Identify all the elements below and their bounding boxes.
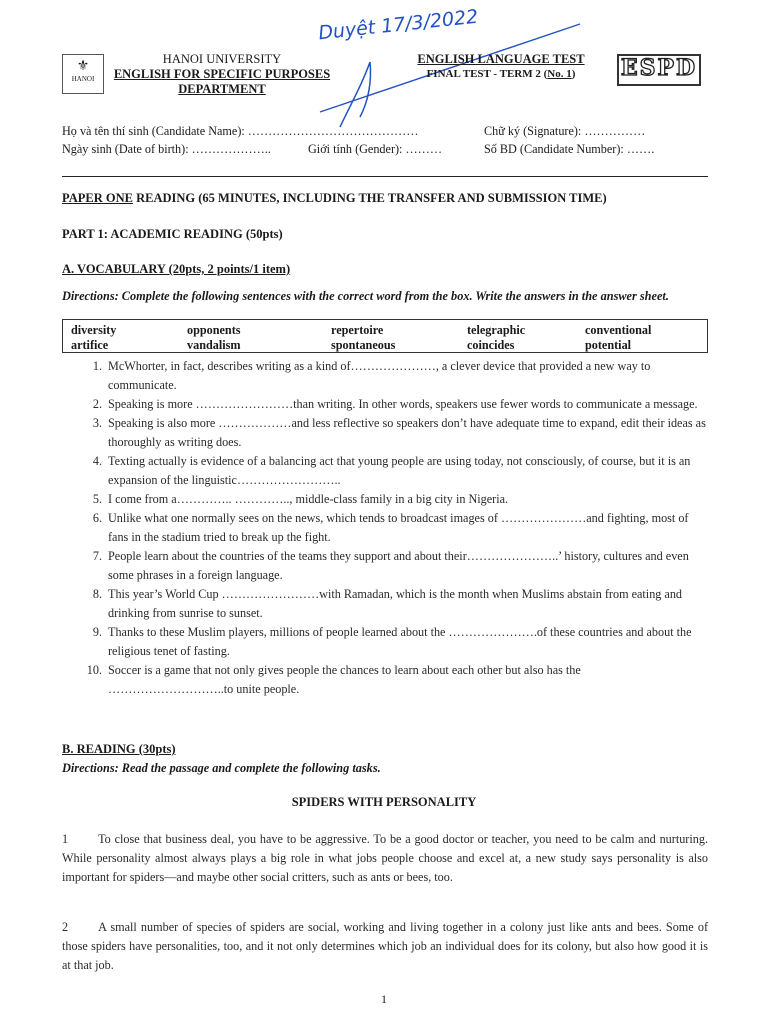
passage-paragraph [62, 918, 708, 975]
reading-directions: Directions: Read the passage and complete the following tasks. [62, 761, 381, 775]
vocabulary-heading: A. VOCABULARY (20pts, 2 points/1 item) [62, 262, 291, 276]
word-box-item: vandalism [187, 338, 241, 352]
header-divider [62, 176, 708, 177]
question-item: 5. I come from a………….. ………….., middle-class family in a big city in Nigeria. [92, 492, 509, 506]
word-box-item: diversity [71, 323, 117, 337]
test-title: ENGLISH LANGUAGE TEST [417, 52, 585, 66]
question-item: 3. Speaking is also more ………………and less reflective so speakers don’t have adequate time to expand, edit their ideas as thoroughly as writing does. [92, 416, 706, 449]
vocabulary-questions [84, 357, 708, 699]
vocabulary-directions: Directions: Complete the following sentences with the correct word from the box. Write the answers in the answer sheet. [62, 289, 669, 303]
candidate-name-field: Họ và tên thí sinh (Candidate Name): …………………………………… [62, 124, 419, 138]
part-one-heading: PART 1: ACADEMIC READING (50pts) [62, 227, 283, 241]
passage-title: SPIDERS WITH PERSONALITY [291, 795, 477, 809]
logo-text: HANOI [71, 75, 95, 83]
paragraph-text: To close that business deal, you have to be aggressive. To be a good doctor or teacher, you need to be calm and nurturing. While personality almost always plays a big role in what jobs people choose and excel at, a new study says personality is also important for spiders—and maybe other social critters, such as ants or bees, too. [62, 832, 708, 884]
question-item: 6. Unlike what one normally sees on the news, which tends to broadcast images of …………………and fighting, most of fans in the stadium tried to break up the fight. [92, 511, 689, 544]
test-subtitle [396, 67, 606, 82]
question-text: Texting actually is evidence of a balancing act that young people are using today, not consciously, of course, but it is an expansion of the linguistic…………………….. [108, 454, 691, 487]
candidate-dob-field: Ngày sinh (Date of birth): ……………….. [62, 142, 271, 156]
paragraph-number: 1 [62, 832, 69, 846]
university-header [62, 52, 382, 97]
paper-one-heading [62, 191, 607, 206]
word-box-item: coincides [467, 338, 515, 352]
question-text: People learn about the countries of the teams they support and about their…………………..’ history, cultures and even some phrases in a foreign language. [108, 549, 689, 582]
department-name-line2: DEPARTMENT [178, 82, 266, 96]
reading-heading: B. READING (30pts) [62, 742, 176, 756]
university-name: HANOI UNIVERSITY [162, 52, 282, 66]
word-box-item: potential [585, 338, 632, 352]
candidate-signature-field: Chữ ký (Signature): …………… [484, 124, 646, 138]
hanoi-university-logo [62, 54, 104, 94]
word-box-item: repertoire [331, 323, 384, 337]
question-text: Soccer is a game that not only gives people the chances to learn about each other but also has the ………………………..to unite people. [108, 663, 581, 696]
question-text: I come from a………….. ………….., middle-class family in a big city in Nigeria. [108, 492, 509, 506]
question-text: Unlike what one normally sees on the news, which tends to broadcast images of …………………and fighting, most of fans in the stadium tried to break up the fight. [108, 511, 689, 544]
question-item: 10. Soccer is a game that not only gives people the chances to learn about each other but also has the ………………………..to unite people. [86, 663, 581, 696]
paper-one-label: PAPER ONE [62, 191, 133, 205]
test-subtitle-suffix: ) [571, 68, 576, 80]
question-item: 4. Texting actually is evidence of a balancing act that young people are using today, not consciously, of course, but it is an expansion of the linguistic…………………….. [92, 454, 691, 487]
question-text: This year’s World Cup ……………………with Ramadan, which is the month when Muslims abstain from eating and drinking from sunrise to sunset. [108, 587, 683, 620]
question-item: 9. Thanks to these Muslim players, millions of people learned about the ………………….of these countries and about the religious tenet of fasting. [92, 625, 692, 658]
word-box-item: opponents [187, 323, 241, 337]
question-text: McWhorter, in fact, describes writing as a kind of…………………, a clever device that provided a new way to communicate. [108, 359, 651, 392]
espd-logo-text: ESPD [620, 55, 698, 81]
word-box-item: telegraphic [467, 323, 526, 337]
word-box [62, 319, 708, 353]
approval-signature: Duyệt 17/3/2022 [317, 5, 480, 45]
word-box-item: conventional [585, 323, 652, 337]
question-item: 7. People learn about the countries of the teams they support and about their…………………..’ history, cultures and even some phrases in a foreign language. [92, 549, 689, 582]
question-item: 2. Speaking is more ……………………than writing. In other words, speakers use fewer words to communicate a message. [92, 397, 698, 411]
crest-icon: ⚜ [76, 59, 90, 74]
question-item: 8. This year’s World Cup ……………………with Ramadan, which is the month when Muslims abstain from eating and drinking from sunrise to sunset. [92, 587, 683, 620]
paragraph-number: 2 [62, 920, 69, 934]
question-item: 1. McWhorter, in fact, describes writing as a kind of…………………, a clever device that provided a new way to communicate. [92, 359, 651, 392]
paper-one-description: READING (65 MINUTES, INCLUDING THE TRANSFER AND SUBMISSION TIME) [132, 191, 607, 205]
test-number: No. 1 [547, 68, 572, 80]
paragraph-text: A small number of species of spiders are social, working and living together in a colony just like ants and bees. Some of those spiders have personalities, too, and it not only determines which job an individual does for its colony, but also how good it is at that job. [62, 920, 708, 972]
page-number: 1 [381, 992, 387, 1006]
word-box-item: artifice [71, 338, 109, 352]
question-text: Speaking is also more ………………and less reflective so speakers don’t have adequate time to expand, edit their ideas as thoroughly as writing does. [108, 416, 706, 449]
espd-logo [617, 54, 701, 86]
candidate-gender-field: Giới tính (Gender): ……… [308, 142, 443, 156]
word-box-item: spontaneous [331, 338, 396, 352]
test-header [396, 52, 606, 82]
question-text: Thanks to these Muslim players, millions of people learned about the ………………….of these countries and about the religious tenet of fasting. [108, 625, 692, 658]
question-text: Speaking is more ……………………than writing. In other words, speakers use fewer words to communicate a message. [108, 397, 698, 411]
test-subtitle-prefix: FINAL TEST - TERM 2 ( [426, 68, 548, 80]
department-name-line1: ENGLISH FOR SPECIFIC PURPOSES [113, 67, 331, 81]
passage-paragraph [62, 830, 708, 887]
candidate-number-field: Số BD (Candidate Number): ……. [484, 142, 655, 156]
